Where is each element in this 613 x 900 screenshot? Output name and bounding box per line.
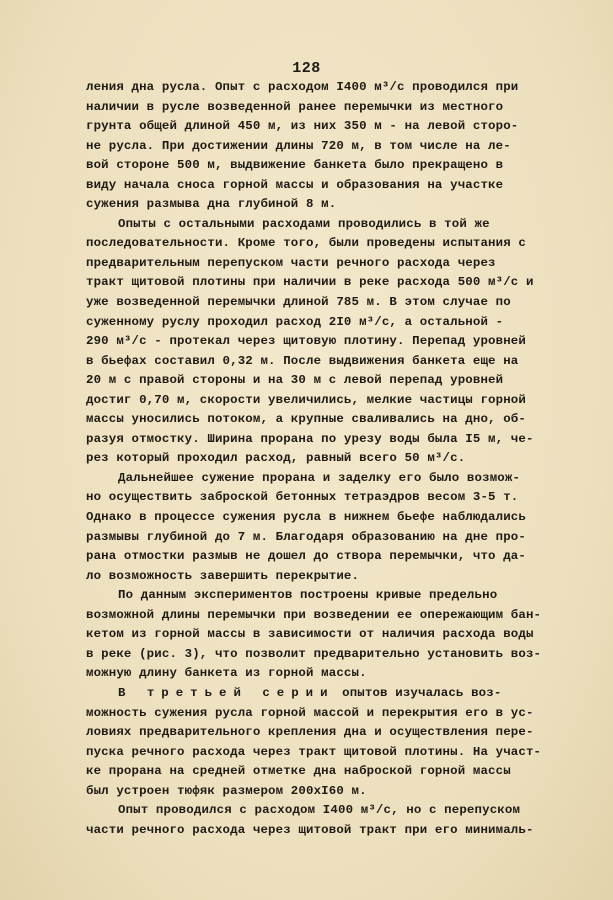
text-line: виду начала сноса горной массы и образования на участке (86, 177, 504, 192)
text-line: кетом из горной массы в зависимости от наличия расхода воды (86, 627, 534, 642)
text-line: рана отмостки размыв не дошел до створа перемычки, что да- (86, 549, 526, 564)
text-line: предварительным перепуском части речного расхода через (86, 255, 496, 270)
text-line: можность сужения русла горной массой и перекрытия его в ус- (86, 705, 534, 720)
text-line: 290 м³/с - протекал через щитовую плотину. Перепад уровней (86, 334, 526, 349)
text-line: последовательности. Кроме того, были проведены испытания с (86, 236, 526, 251)
text-line: ке прорана на средней отметке дна наброской горной массы (86, 764, 511, 779)
text-line: не русла. При достижении длины 720 м, в том числе на ле- (86, 138, 511, 153)
text-line: ловиях предварительного крепления дна и осуществления пере- (86, 725, 534, 740)
text-line: Однако в процессе сужения русла в нижнем бьефе наблюдались (86, 510, 526, 525)
text-line: можную длину банкета из горной массы. (86, 666, 367, 681)
text-line: разуя отмостку. Ширина прорана по урезу воды была I5 м, че- (86, 431, 534, 446)
text-line: сужения размыва дна глубиной 8 м. (86, 197, 337, 212)
text-line: грунта общей длиной 450 м, из них 350 м - на левой сторо- (86, 119, 519, 134)
text-line: вой стороне 500 м, выдвижение банкета было прекращено в (86, 158, 504, 173)
text-line: 20 м с правой стороны и на 30 м с левой перепад уровней (86, 373, 504, 388)
text-line: ления дна русла. Опыт с расходом I400 м³/с проводился при (86, 80, 519, 94)
body-text (86, 78, 556, 840)
text-line: наличии в русле возведенной ранее перемычки из местного (86, 99, 504, 114)
text-line: рез который проходил расход, равный всего 50 м³/с. (86, 451, 466, 466)
text-line: Опыты с остальными расходами проводились в той же (118, 216, 490, 231)
text-line: По данным экспериментов построены кривые предельно (118, 588, 498, 603)
page-number: 128 (292, 60, 321, 77)
text-line: суженному руслу проходил расход 2I0 м³/с, а остальной - (86, 314, 504, 329)
text-line: ло возможность завершить перекрытие. (86, 568, 360, 583)
text-line: достиг 0,70 м, скорости увеличились, мелкие частицы горной (86, 392, 526, 407)
text-line: в бьефах составил 0,32 м. После выдвижения банкета еще на (86, 353, 519, 368)
text-line: но осуществить заброской бетонных тетраэдров весом 3-5 т. (86, 490, 519, 505)
text-line: массы уносились потоком, а крупные сваливались на дно, об- (86, 412, 526, 427)
text-line: был устроен тюфяк размером 200хI60 м. (86, 783, 367, 798)
text-line: пуска речного расхода через тракт щитовой плотины. На участ- (86, 744, 542, 759)
text-line: В третьей серии опытов изучалась воз- (118, 685, 502, 700)
text-line: части речного расхода через щитовой тракт при его минималь- (86, 822, 534, 837)
text-line: Опыт проводился с расходом I400 м³/с, но с перепуском (118, 803, 521, 818)
text-line: в реке (рис. 3), что позволит предварительно установить воз- (86, 646, 542, 661)
text-line: тракт щитовой плотины при наличии в реке расхода 500 м³/с и (86, 275, 534, 290)
text-line: уже возведенной перемычки длиной 785 м. В этом случае по (86, 295, 511, 310)
text-line: возможной длины перемычки при возведении ее опережающим бан- (86, 607, 542, 622)
text-line: размывы глубиной до 7 м. Благодаря образованию на дне про- (86, 529, 526, 544)
text-line: Дальнейшее сужение прорана и заделку его было возмож- (118, 470, 521, 485)
